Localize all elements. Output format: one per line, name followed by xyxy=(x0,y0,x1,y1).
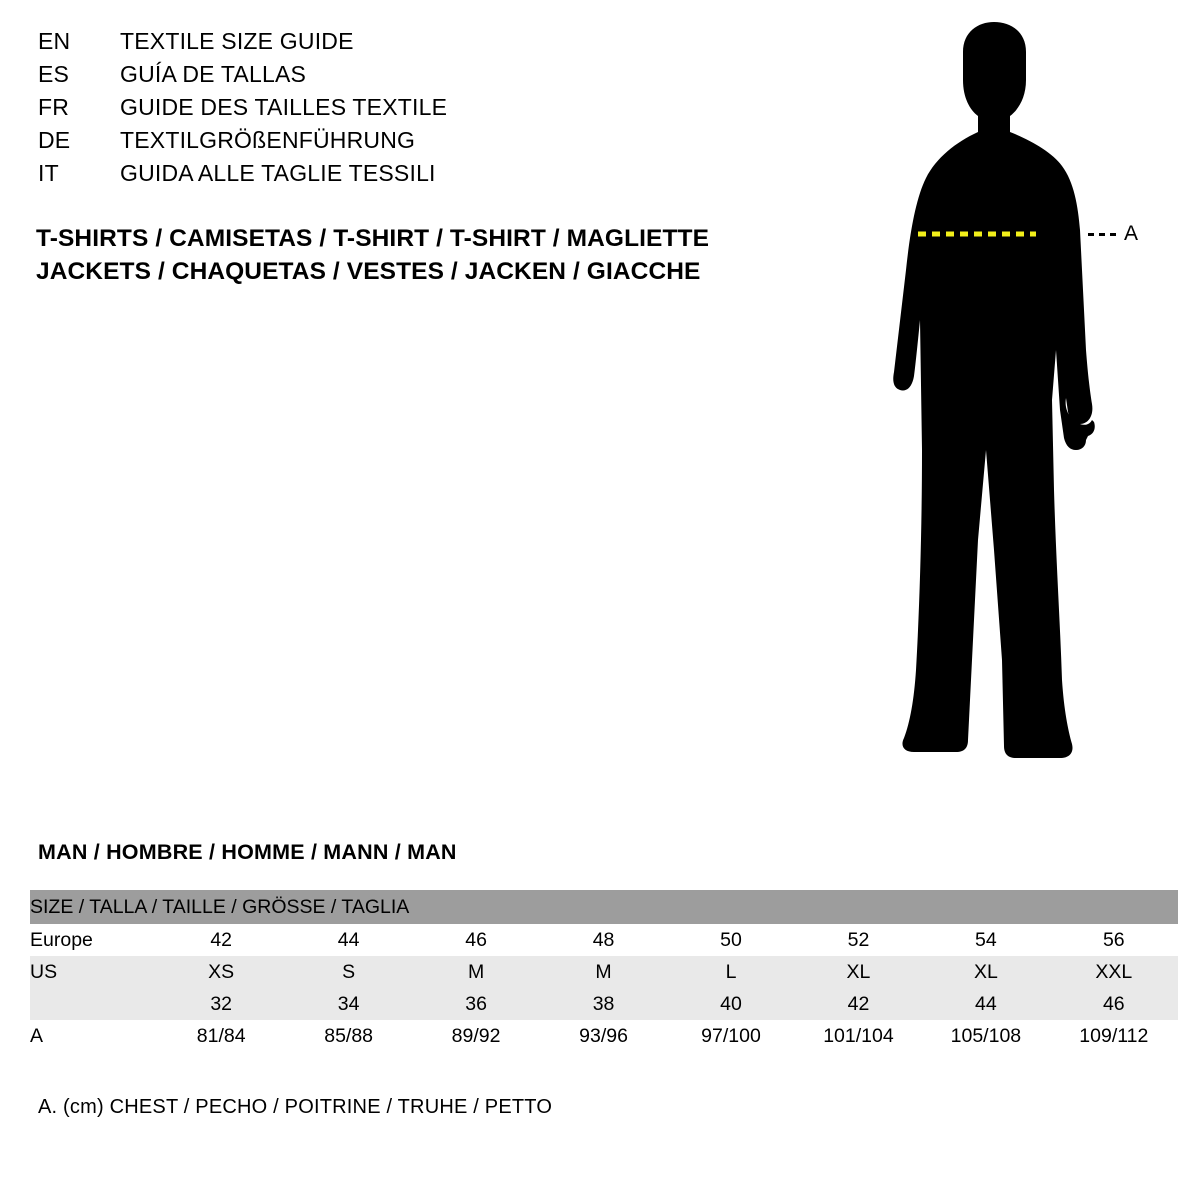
row-value: 46 xyxy=(1050,988,1178,1020)
table-section-title: MAN / HOMBRE / HOMME / MANN / MAN xyxy=(38,840,457,864)
body-silhouette-figure xyxy=(830,20,1170,790)
row-value: 93/96 xyxy=(540,1020,667,1052)
row-value: 40 xyxy=(667,988,794,1020)
category-line-tshirts: T-SHIRTS / CAMISETAS / T-SHIRT / T-SHIRT / MAGLIETTE xyxy=(36,225,710,252)
language-row xyxy=(38,28,738,61)
chest-measure-line xyxy=(830,20,1170,790)
row-value: 38 xyxy=(540,988,667,1020)
row-value: 105/108 xyxy=(922,1020,1049,1052)
language-row xyxy=(38,94,738,127)
row-value: 101/104 xyxy=(795,1020,922,1052)
language-code: EN xyxy=(38,28,71,54)
measure-label-a: A xyxy=(1124,222,1139,245)
row-value: 97/100 xyxy=(667,1020,794,1052)
row-value: 81/84 xyxy=(157,1020,284,1052)
language-row xyxy=(38,61,738,94)
row-value: 44 xyxy=(285,924,412,956)
row-value: 89/92 xyxy=(412,1020,539,1052)
table-header-row xyxy=(30,890,1178,924)
language-row xyxy=(38,160,738,193)
row-value: 32 xyxy=(157,988,284,1020)
row-value: XS xyxy=(157,956,284,988)
row-label: A xyxy=(30,1020,157,1052)
row-value: 46 xyxy=(412,924,539,956)
row-value: 109/112 xyxy=(1050,1020,1178,1052)
row-value: 50 xyxy=(667,924,794,956)
row-value: 52 xyxy=(795,924,922,956)
table-row xyxy=(30,956,1178,988)
row-value: M xyxy=(540,956,667,988)
row-value: XXL xyxy=(1050,956,1178,988)
row-value: XL xyxy=(795,956,922,988)
language-code: FR xyxy=(38,94,70,120)
language-code: DE xyxy=(38,127,71,153)
language-text: GUIDA ALLE TAGLIE TESSILI xyxy=(120,160,436,186)
row-value: XL xyxy=(922,956,1049,988)
row-value: L xyxy=(667,956,794,988)
row-value: 54 xyxy=(922,924,1049,956)
row-label xyxy=(30,988,157,1020)
row-value: 34 xyxy=(285,988,412,1020)
table-header-label: SIZE / TALLA / TAILLE / GRÖSSE / TAGLIA xyxy=(30,890,1178,924)
row-value: 85/88 xyxy=(285,1020,412,1052)
table-row xyxy=(30,988,1178,1020)
language-text: GUIDE DES TAILLES TEXTILE xyxy=(120,94,448,120)
table-footnote: A. (cm) CHEST / PECHO / POITRINE / TRUHE / PETTO xyxy=(38,1096,553,1118)
row-value: 44 xyxy=(922,988,1049,1020)
row-label: Europe xyxy=(30,924,157,956)
language-row xyxy=(38,127,738,160)
category-block xyxy=(36,222,796,288)
language-code: ES xyxy=(38,61,70,87)
size-table xyxy=(30,890,1178,1052)
language-code: IT xyxy=(38,160,59,186)
measure-leader-line xyxy=(1088,233,1116,236)
row-value: 48 xyxy=(540,924,667,956)
table-row xyxy=(30,1020,1178,1052)
table-row xyxy=(30,924,1178,956)
row-value: S xyxy=(285,956,412,988)
language-header-block xyxy=(38,28,738,193)
row-value: 56 xyxy=(1050,924,1178,956)
language-text: TEXTILGRÖßENFÜHRUNG xyxy=(120,127,416,153)
row-value: 36 xyxy=(412,988,539,1020)
language-text: TEXTILE SIZE GUIDE xyxy=(120,28,354,54)
row-value: 42 xyxy=(157,924,284,956)
row-value: M xyxy=(412,956,539,988)
row-label: US xyxy=(30,956,157,988)
category-line-jackets: JACKETS / CHAQUETAS / VESTES / JACKEN / GIACCHE xyxy=(36,258,701,285)
row-value: 42 xyxy=(795,988,922,1020)
language-text: GUÍA DE TALLAS xyxy=(120,61,307,87)
